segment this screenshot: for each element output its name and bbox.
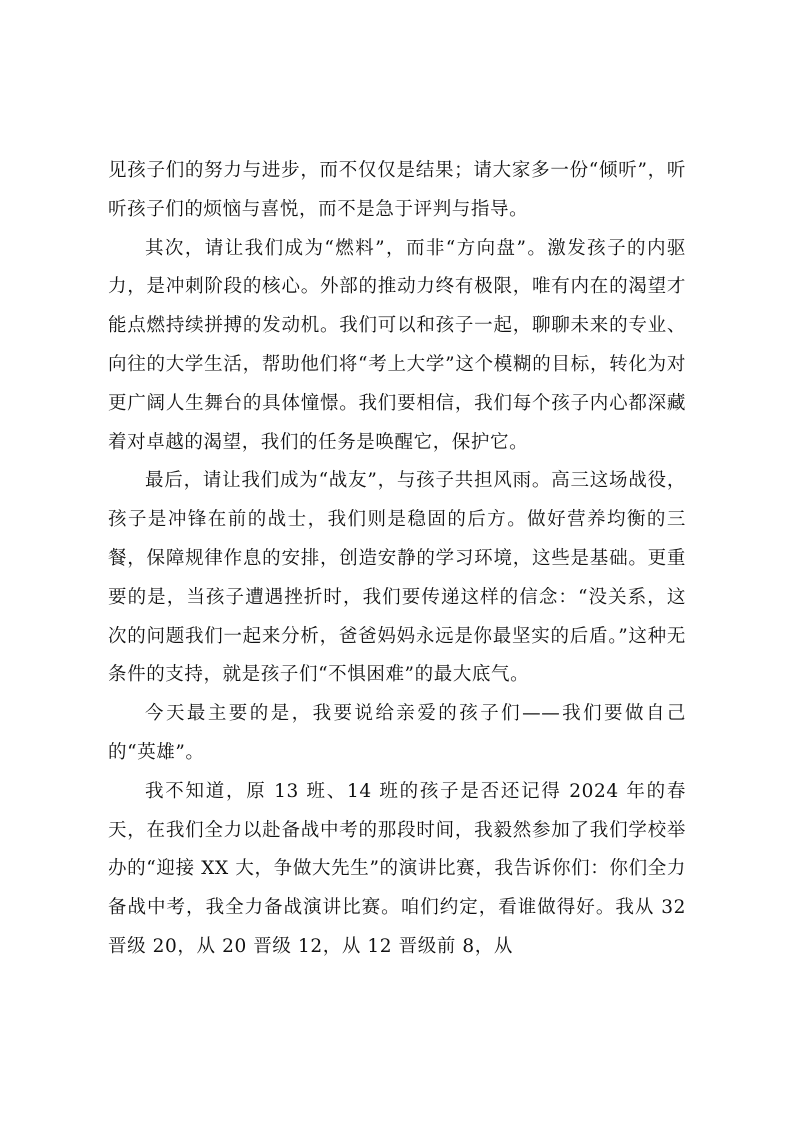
document-body [108,152,686,967]
paragraph-1: 见孩子们的努力与进步，而不仅仅是结果；请大家多一份“倾听”，听听孩子们的烦恼与喜悦，而不是急于评判与指导。 [108,160,686,220]
paragraph-5: 我不知道，原 13 班、14 班的孩子是否还记得 2024 年的春天，在我们全力以赴备战中考的那段时间，我毅然参加了我们学校举办的“迎接 XX 大，争做大先生”的演讲比赛，我告诉你们：你们全力备战中考，我全力备战演讲比赛。咱们约定，看谁做得好。我从 32 晋级 20，从 20 晋级 12，从 12 晋级前 8，从 [108,780,686,957]
paragraph-4: 今天最主要的是，我要说给亲爱的孩子们——我们要做自己的“英雄”。 [108,703,686,763]
paragraph-3: 最后，请让我们成为“战友”，与孩子共担风雨。高三这场战役，孩子是冲锋在前的战士，我们则是稳固的后方。做好营养均衡的三餐，保障规律作息的安排，创造安静的学习环境，这些是基础。更重要的是，当孩子遭遇挫折时，我们要传递这样的信念：“没关系，这次的问题我们一起来分析，爸爸妈妈永远是你最坚实的后盾。”这种无条件的支持，就是孩子们“不惧困难”的最大底气。 [108,470,686,686]
paragraph-2: 其次，请让我们成为“燃料”，而非“方向盘”。激发孩子的内驱力，是冲刺阶段的核心。外部的推动力终有极限，唯有内在的渴望才能点燃持续拼搏的发动机。我们可以和孩子一起，聊聊未来的专业、向往的大学生活，帮助他们将“考上大学”这个模糊的目标，转化为对更广阔人生舞台的具体憧憬。我们要相信，我们每个孩子内心都深藏着对卓越的渴望，我们的任务是唤醒它，保护它。 [108,237,686,453]
